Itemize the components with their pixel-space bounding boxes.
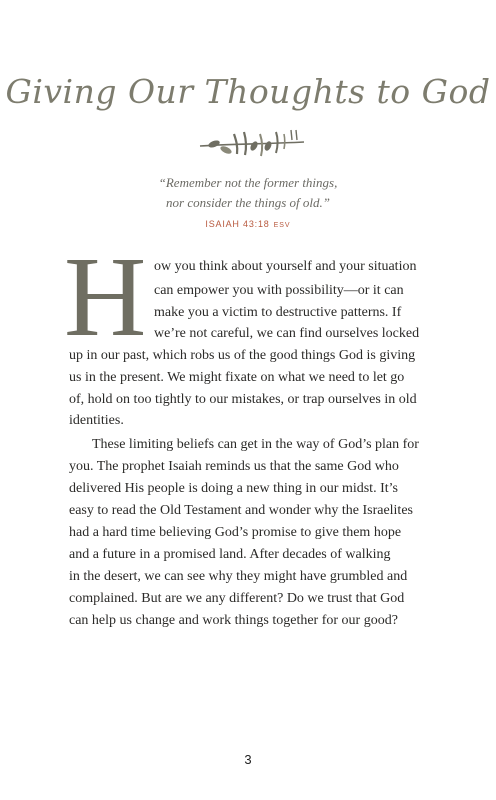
body-line: us in the present. We might fixate on what we need to let go [69, 370, 405, 385]
body-line: These limiting beliefs can get in the way of God’s plan for [92, 437, 419, 452]
body-line: identities. [69, 413, 124, 428]
body-line: delivered His people is doing a new thing in our midst. It’s [69, 481, 398, 496]
epigraph-citation [0, 219, 496, 229]
body-line: easy to read the Old Testament and wonder why the Israelites [69, 503, 413, 518]
epigraph-line-2: nor consider the things of old.” [166, 195, 330, 210]
body-line: of, hold on too tightly to our mistakes, or trap ourselves in old [69, 392, 417, 407]
chapter-title: Giving Our Thoughts to God [5, 72, 491, 111]
leaf-ornament-icon [196, 124, 308, 164]
drop-cap: H [64, 233, 147, 360]
body-line: ow you think about yourself and your situation [154, 259, 417, 274]
body-line: in the desert, we can see why they might have grumbled and [69, 569, 408, 584]
body-line: can empower you with possibility—or it can [154, 283, 404, 298]
body-line: and a future in a promised land. After decades of walking [69, 547, 391, 562]
body-line: we’re not careful, we can find ourselves locked [154, 326, 420, 341]
body-line: complained. But are we any different? Do we trust that God [69, 591, 405, 606]
epigraph-line-1: “Remember not the former things, [158, 175, 338, 190]
body-line: up in our past, which robs us of the good things God is giving [69, 348, 416, 363]
body-line: can help us change and work things together for our good? [69, 613, 398, 628]
body-line: had a hard time believing God’s promise to give them hope [69, 525, 402, 540]
citation-version: ESV [273, 222, 291, 229]
body-line: make you a victim to destructive patterns. If [154, 305, 402, 320]
citation-reference: ISAIAH 43:18 [205, 219, 270, 229]
body-line: you. The prophet Isaiah reminds us that the same God who [69, 459, 399, 474]
epigraph-quote [0, 173, 496, 213]
page-number: 3 [244, 752, 252, 767]
